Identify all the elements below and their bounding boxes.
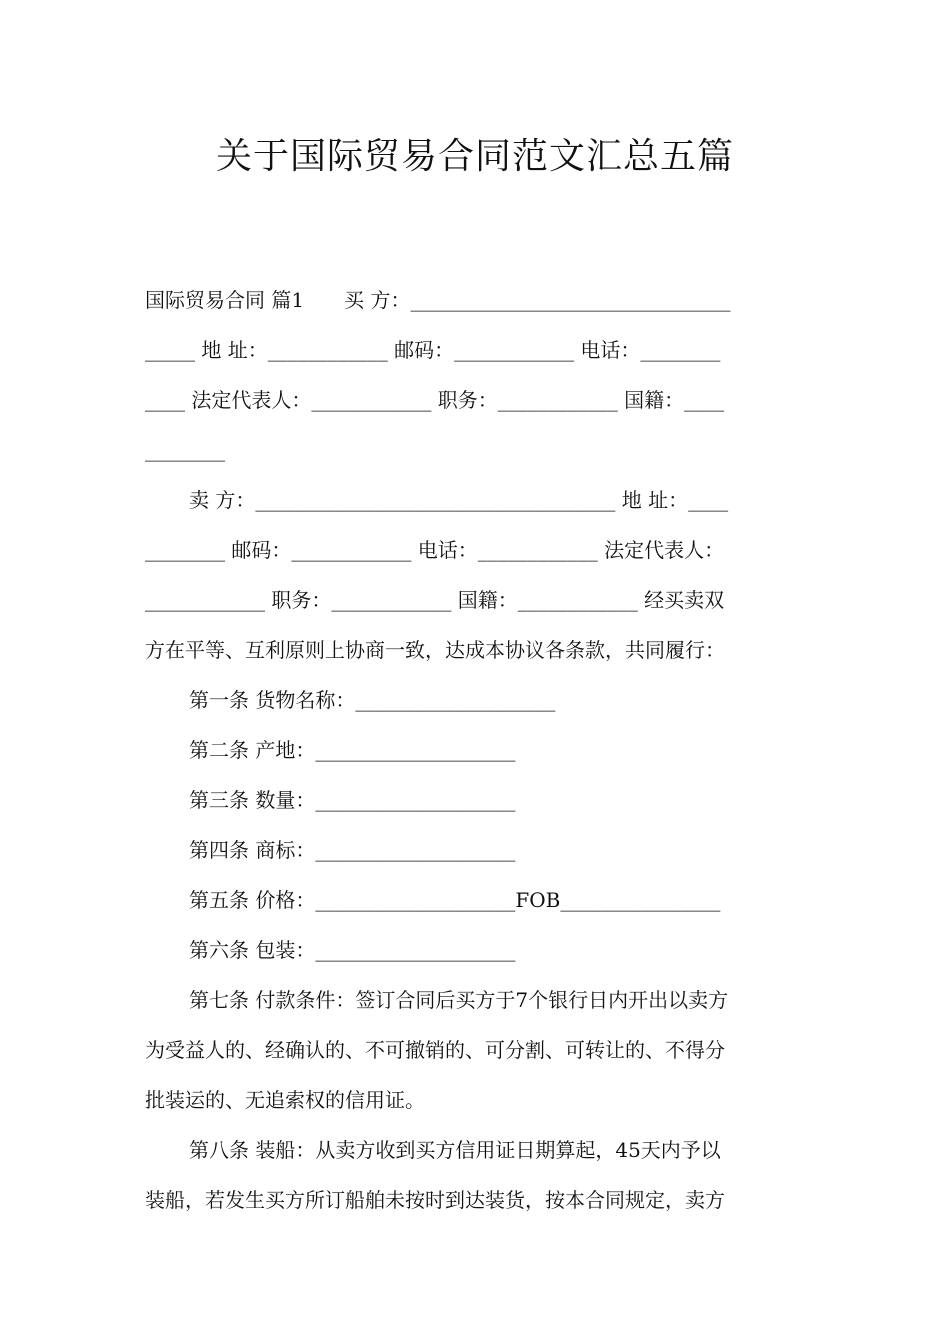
clause-line: 第四条 商标：____________________ — [189, 838, 516, 862]
paragraph-line: 方在平等、互利原则上协商一致，达成本协议各条款，共同履行： — [145, 638, 725, 662]
paragraph-line: ____ 法定代表人：____________ 职务：____________ 国籍：____ — [145, 388, 725, 412]
paragraph-line: 装船，若发生买方所订船舶未按时到达装货，按本合同规定，卖方 — [145, 1188, 725, 1212]
paragraph-line: 批装运的、无追索权的信用证。 — [145, 1088, 425, 1112]
clause-line: 第一条 货物名称：____________________ — [189, 688, 556, 712]
clause-line: 第三条 数量：____________________ — [189, 788, 516, 812]
clause-line: 第八条 装船：从卖方收到买方信用证日期算起，45天内予以 — [189, 1138, 721, 1162]
paragraph-line: ________ — [145, 438, 225, 462]
document-title: 关于国际贸易合同范文汇总五篇 — [215, 136, 734, 177]
paragraph-line: _____ 地 址：____________ 邮码：____________ 电话：________ — [145, 338, 721, 362]
paragraph-line: 卖 方：____________________________________ 地 址：____ — [189, 488, 729, 512]
paragraph-line: ____________ 职务：____________ 国籍：____________ 经买卖双 — [145, 588, 725, 612]
clause-line: 第七条 付款条件：签订合同后买方于7个银行日内开出以卖方 — [189, 988, 729, 1012]
clause-line: 第六条 包装：____________________ — [189, 938, 516, 962]
clause-line: 第五条 价格：____________________FOB________________ — [189, 888, 721, 912]
paragraph-line: 为受益人的、经确认的、不可撤销的、可分割、可转让的、不得分 — [145, 1038, 725, 1062]
paragraph-line: ________ 邮码：____________ 电话：____________ 法定代表人： — [145, 538, 725, 562]
clause-line: 第二条 产地：____________________ — [189, 738, 516, 762]
paragraph-line: 国际贸易合同 篇1 买 方：________________________________ — [145, 288, 731, 312]
